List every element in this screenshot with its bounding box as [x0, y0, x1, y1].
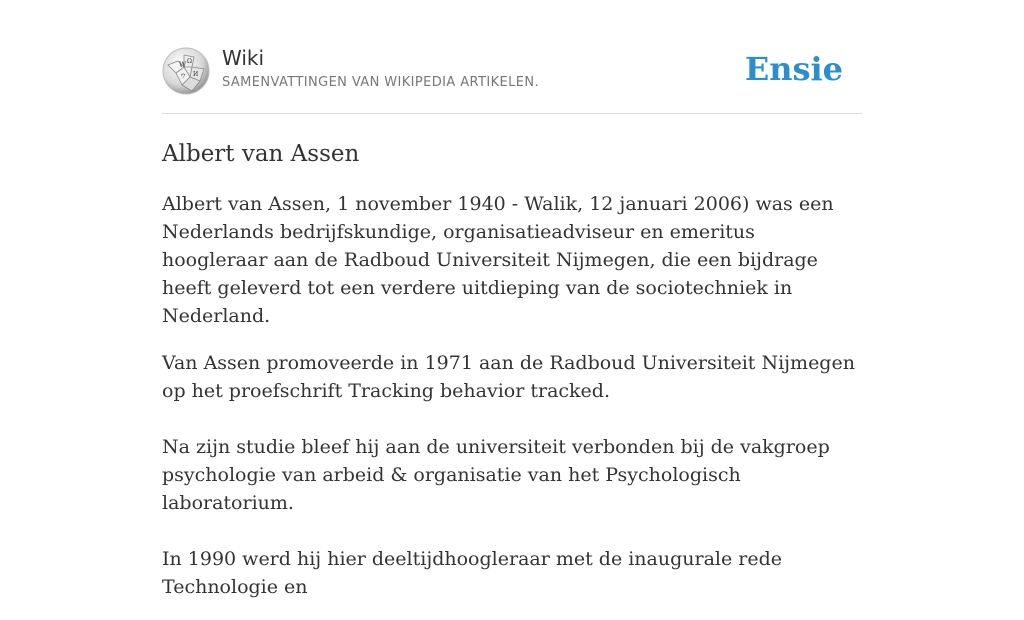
page-container: [162, 0, 862, 620]
article-paragraph: Albert van Assen, 1 november 1940 - Walik, 12 januari 2006) was een Nederlands bedrijfskundige, organisatieadviseur en emeritus hoogleraar aan de Radboud Universiteit Nijmegen, die een bijdrage heeft geleverd tot een verdere uitdieping van de sociotechniek in Nederland.: [162, 193, 834, 327]
article-paragraph: Na zijn studie bleef hij aan de universiteit verbonden bij de vakgroep psychologie van arbeid & organisatie van het Psychologisch laboratorium.: [162, 436, 830, 514]
ensie-logo-link[interactable]: Ensie: [744, 50, 843, 88]
wikipedia-globe-icon[interactable]: [162, 47, 210, 95]
article-title: Albert van Assen: [162, 141, 360, 167]
article-paragraph: Van Assen promoveerde in 1971 aan de Radboud Universiteit Nijmegen op het proefschrift Tracking behavior tracked.: [162, 352, 855, 402]
svg-text:И: И: [193, 71, 199, 78]
svg-text:ウ: ウ: [180, 73, 187, 80]
article-paragraph: In 1990 werd hij hier deeltijdhoogleraar met de inaugurale rede Technologie en: [162, 548, 783, 598]
svg-text:Ω: Ω: [187, 58, 192, 65]
article-body: [162, 190, 862, 601]
site-title[interactable]: Wiki: [222, 46, 265, 70]
svg-text:W: W: [179, 61, 187, 69]
site-header: [162, 0, 862, 114]
site-tagline: SAMENVATTINGEN VAN WIKIPEDIA ARTIKELEN.: [222, 75, 540, 90]
